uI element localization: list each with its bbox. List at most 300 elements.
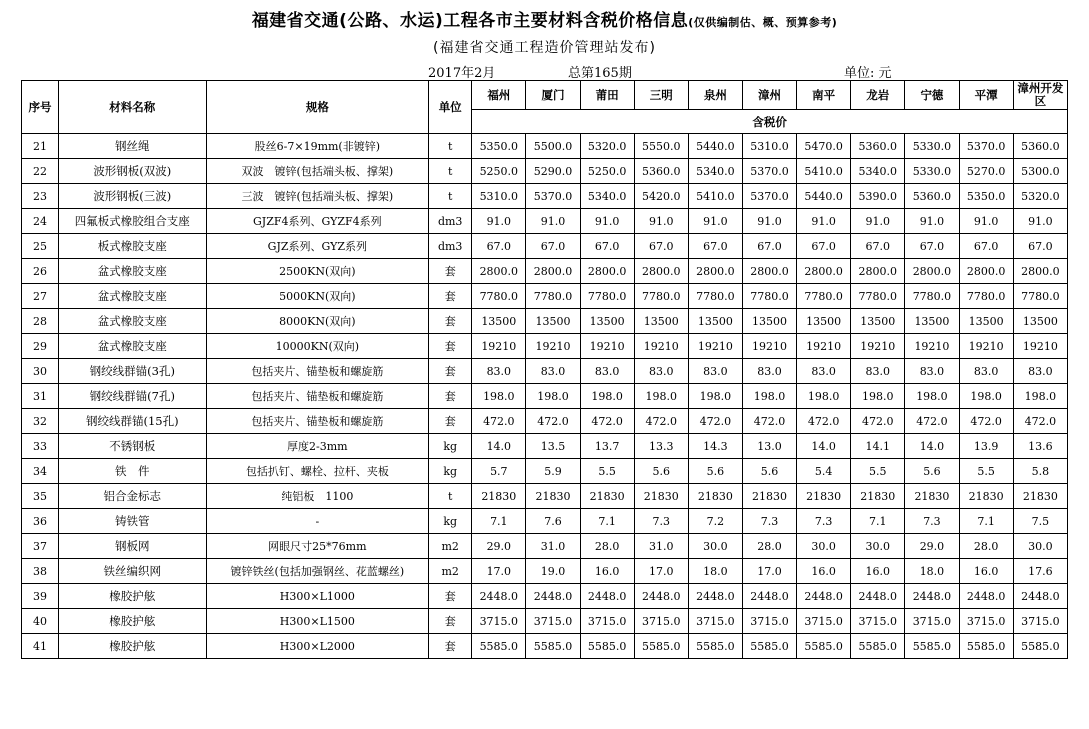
price-cell: 5585.0 xyxy=(634,634,688,659)
price-cell: 2448.0 xyxy=(1013,584,1067,609)
price-cell: 13500 xyxy=(526,309,580,334)
price-cell: 7.1 xyxy=(580,509,634,534)
price-cell: 17.0 xyxy=(742,559,796,584)
price-cell: 5585.0 xyxy=(797,634,851,659)
price-cell: 7780.0 xyxy=(851,284,905,309)
header-name: 材料名称 xyxy=(59,81,206,134)
price-cell: 2448.0 xyxy=(742,584,796,609)
unit-cell: 套 xyxy=(429,334,472,359)
price-cell: 5.9 xyxy=(526,459,580,484)
price-cell: 5.4 xyxy=(797,459,851,484)
price-cell: 5340.0 xyxy=(580,184,634,209)
price-cell: 2448.0 xyxy=(959,584,1013,609)
spec-cell: GJZ系列、GYZ系列 xyxy=(206,234,429,259)
price-cell: 5.6 xyxy=(634,459,688,484)
seq-cell: 33 xyxy=(22,434,59,459)
price-cell: 5360.0 xyxy=(905,184,959,209)
price-cell: 13500 xyxy=(959,309,1013,334)
table-row xyxy=(22,434,1068,459)
price-cell: 83.0 xyxy=(797,359,851,384)
price-cell: 3715.0 xyxy=(905,609,959,634)
price-cell: 21830 xyxy=(688,484,742,509)
price-cell: 2448.0 xyxy=(905,584,959,609)
price-cell: 19210 xyxy=(1013,334,1067,359)
price-cell: 13500 xyxy=(472,309,526,334)
price-cell: 472.0 xyxy=(797,409,851,434)
price-cell: 67.0 xyxy=(580,234,634,259)
unit-cell: 套 xyxy=(429,634,472,659)
price-cell: 2448.0 xyxy=(472,584,526,609)
price-cell: 13500 xyxy=(688,309,742,334)
price-cell: 19210 xyxy=(472,334,526,359)
unit-cell: 套 xyxy=(429,284,472,309)
price-cell: 7780.0 xyxy=(959,284,1013,309)
header-unit: 单位 xyxy=(429,81,472,134)
price-cell: 5440.0 xyxy=(688,134,742,159)
price-cell: 2800.0 xyxy=(905,259,959,284)
table-row xyxy=(22,609,1068,634)
price-cell: 21830 xyxy=(526,484,580,509)
price-cell: 3715.0 xyxy=(959,609,1013,634)
spec-cell: 8000KN(双向) xyxy=(206,309,429,334)
seq-cell: 29 xyxy=(22,334,59,359)
price-cell: 5550.0 xyxy=(634,134,688,159)
price-cell: 5.5 xyxy=(959,459,1013,484)
table-body xyxy=(22,134,1068,659)
price-cell: 5585.0 xyxy=(905,634,959,659)
name-cell: 钢绞线群锚(15孔) xyxy=(59,409,206,434)
name-cell: 钢丝绳 xyxy=(59,134,206,159)
price-cell: 198.0 xyxy=(851,384,905,409)
price-cell: 13500 xyxy=(851,309,905,334)
price-cell: 91.0 xyxy=(688,209,742,234)
unit-cell: m2 xyxy=(429,534,472,559)
unit-cell: t xyxy=(429,484,472,509)
price-cell: 91.0 xyxy=(742,209,796,234)
price-cell: 3715.0 xyxy=(472,609,526,634)
price-cell: 198.0 xyxy=(580,384,634,409)
price-cell: 5.6 xyxy=(742,459,796,484)
price-cell: 7780.0 xyxy=(580,284,634,309)
price-cell: 7.3 xyxy=(742,509,796,534)
price-cell: 472.0 xyxy=(851,409,905,434)
issue-number: 总第165期 xyxy=(568,66,632,81)
table-row xyxy=(22,209,1068,234)
name-cell: 钢绞线群锚(3孔) xyxy=(59,359,206,384)
header-city: 福州 xyxy=(472,81,526,110)
price-cell: 5340.0 xyxy=(688,159,742,184)
spec-cell: 包括夹片、锚垫板和螺旋筋 xyxy=(206,384,429,409)
table-row xyxy=(22,509,1068,534)
seq-cell: 40 xyxy=(22,609,59,634)
name-cell: 铝合金标志 xyxy=(59,484,206,509)
seq-cell: 30 xyxy=(22,359,59,384)
price-cell: 5360.0 xyxy=(1013,134,1067,159)
price-cell: 19210 xyxy=(851,334,905,359)
spec-cell: 股丝6-7×19mm(非镀锌) xyxy=(206,134,429,159)
price-cell: 83.0 xyxy=(905,359,959,384)
table-row xyxy=(22,559,1068,584)
name-cell: 不锈钢板 xyxy=(59,434,206,459)
price-cell: 5340.0 xyxy=(851,159,905,184)
price-cell: 83.0 xyxy=(959,359,1013,384)
price-cell: 29.0 xyxy=(472,534,526,559)
price-cell: 28.0 xyxy=(742,534,796,559)
price-cell: 13.9 xyxy=(959,434,1013,459)
price-cell: 7.1 xyxy=(472,509,526,534)
price-cell: 2800.0 xyxy=(580,259,634,284)
header-city: 漳州 xyxy=(742,81,796,110)
name-cell: 钢板网 xyxy=(59,534,206,559)
price-cell: 198.0 xyxy=(959,384,1013,409)
price-cell: 2448.0 xyxy=(580,584,634,609)
price-cell: 31.0 xyxy=(634,534,688,559)
price-cell: 18.0 xyxy=(905,559,959,584)
price-cell: 5585.0 xyxy=(472,634,526,659)
unit-cell: kg xyxy=(429,434,472,459)
price-cell: 2800.0 xyxy=(634,259,688,284)
header-spec: 规格 xyxy=(206,81,429,134)
table-row xyxy=(22,259,1068,284)
unit-cell: t xyxy=(429,134,472,159)
document-title xyxy=(0,6,1089,31)
seq-cell: 24 xyxy=(22,209,59,234)
price-cell: 5360.0 xyxy=(634,159,688,184)
price-cell: 5370.0 xyxy=(959,134,1013,159)
price-cell: 28.0 xyxy=(959,534,1013,559)
header-seq: 序号 xyxy=(22,81,59,134)
price-cell: 19210 xyxy=(580,334,634,359)
header-city: 平潭 xyxy=(959,81,1013,110)
price-cell: 2800.0 xyxy=(851,259,905,284)
price-cell: 13500 xyxy=(634,309,688,334)
seq-cell: 25 xyxy=(22,234,59,259)
price-cell: 13500 xyxy=(905,309,959,334)
price-cell: 2448.0 xyxy=(797,584,851,609)
header-price-group: 含税价 xyxy=(472,110,1068,134)
spec-cell: 厚度2-3mm xyxy=(206,434,429,459)
price-cell: 5410.0 xyxy=(797,159,851,184)
price-cell: 5585.0 xyxy=(526,634,580,659)
price-cell: 19.0 xyxy=(526,559,580,584)
price-cell: 198.0 xyxy=(526,384,580,409)
price-cell: 91.0 xyxy=(905,209,959,234)
price-cell: 5500.0 xyxy=(526,134,580,159)
name-cell: 盆式橡胶支座 xyxy=(59,259,206,284)
spec-cell: 5000KN(双向) xyxy=(206,284,429,309)
price-cell: 13500 xyxy=(580,309,634,334)
price-cell: 5390.0 xyxy=(851,184,905,209)
price-cell: 5310.0 xyxy=(742,134,796,159)
header-city: 南平 xyxy=(797,81,851,110)
spec-cell: H300×L1500 xyxy=(206,609,429,634)
price-cell: 7.1 xyxy=(959,509,1013,534)
price-cell: 2800.0 xyxy=(797,259,851,284)
price-cell: 5585.0 xyxy=(959,634,1013,659)
price-cell: 67.0 xyxy=(526,234,580,259)
price-cell: 91.0 xyxy=(851,209,905,234)
price-cell: 17.0 xyxy=(634,559,688,584)
name-cell: 波形钢板(双波) xyxy=(59,159,206,184)
table-row xyxy=(22,534,1068,559)
price-cell: 5420.0 xyxy=(634,184,688,209)
table-row xyxy=(22,409,1068,434)
header-city: 泉州 xyxy=(688,81,742,110)
spec-cell: 镀锌铁丝(包括加强钢丝、花蓝螺丝) xyxy=(206,559,429,584)
price-cell: 14.3 xyxy=(688,434,742,459)
price-cell: 83.0 xyxy=(634,359,688,384)
price-cell: 16.0 xyxy=(959,559,1013,584)
unit-cell: 套 xyxy=(429,309,472,334)
spec-cell: H300×L1000 xyxy=(206,584,429,609)
price-cell: 19210 xyxy=(959,334,1013,359)
price-cell: 21830 xyxy=(851,484,905,509)
title-main: 福建省交通(公路、水运)工程各市主要材料含税价格信息 xyxy=(251,11,689,31)
price-cell: 3715.0 xyxy=(580,609,634,634)
price-cell: 2800.0 xyxy=(1013,259,1067,284)
price-cell: 5350.0 xyxy=(959,184,1013,209)
price-cell: 5585.0 xyxy=(1013,634,1067,659)
price-cell: 472.0 xyxy=(1013,409,1067,434)
price-cell: 5320.0 xyxy=(1013,184,1067,209)
price-cell: 198.0 xyxy=(905,384,959,409)
price-cell: 5330.0 xyxy=(905,159,959,184)
price-cell: 5250.0 xyxy=(580,159,634,184)
price-cell: 2800.0 xyxy=(742,259,796,284)
unit-cell: t xyxy=(429,159,472,184)
seq-cell: 39 xyxy=(22,584,59,609)
header-city: 龙岩 xyxy=(851,81,905,110)
price-cell: 14.0 xyxy=(797,434,851,459)
price-cell: 13.0 xyxy=(742,434,796,459)
table-row xyxy=(22,584,1068,609)
seq-cell: 28 xyxy=(22,309,59,334)
price-cell: 5370.0 xyxy=(526,184,580,209)
price-cell: 5.5 xyxy=(851,459,905,484)
price-cell: 91.0 xyxy=(634,209,688,234)
price-cell: 5585.0 xyxy=(688,634,742,659)
spec-cell: H300×L2000 xyxy=(206,634,429,659)
name-cell: 铁丝编织网 xyxy=(59,559,206,584)
name-cell: 四氟板式橡胶组合支座 xyxy=(59,209,206,234)
seq-cell: 27 xyxy=(22,284,59,309)
spec-cell: GJZF4系列、GYZF4系列 xyxy=(206,209,429,234)
table-row xyxy=(22,384,1068,409)
price-cell: 21830 xyxy=(742,484,796,509)
price-cell: 5320.0 xyxy=(580,134,634,159)
price-cell: 13.7 xyxy=(580,434,634,459)
price-cell: 91.0 xyxy=(797,209,851,234)
price-cell: 14.0 xyxy=(472,434,526,459)
price-cell: 21830 xyxy=(1013,484,1067,509)
price-cell: 19210 xyxy=(797,334,851,359)
price-cell: 3715.0 xyxy=(1013,609,1067,634)
price-cell: 472.0 xyxy=(905,409,959,434)
price-cell: 17.0 xyxy=(472,559,526,584)
table-row xyxy=(22,234,1068,259)
price-cell: 7.3 xyxy=(634,509,688,534)
price-cell: 91.0 xyxy=(959,209,1013,234)
price-cell: 29.0 xyxy=(905,534,959,559)
spec-cell: 包括扒钉、螺栓、拉杆、夹板 xyxy=(206,459,429,484)
price-cell: 19210 xyxy=(688,334,742,359)
name-cell: 盆式橡胶支座 xyxy=(59,284,206,309)
title-note: (仅供编制估、概、预算参考) xyxy=(688,16,838,29)
price-cell: 3715.0 xyxy=(742,609,796,634)
price-cell: 7.1 xyxy=(851,509,905,534)
unit-cell: kg xyxy=(429,509,472,534)
price-cell: 7780.0 xyxy=(905,284,959,309)
table-header xyxy=(22,81,1068,134)
price-cell: 472.0 xyxy=(742,409,796,434)
price-cell: 472.0 xyxy=(472,409,526,434)
price-cell: 472.0 xyxy=(634,409,688,434)
spec-cell: 网眼尺寸25*76mm xyxy=(206,534,429,559)
price-table xyxy=(21,80,1068,659)
price-cell: 198.0 xyxy=(1013,384,1067,409)
price-cell: 19210 xyxy=(905,334,959,359)
price-cell: 16.0 xyxy=(851,559,905,584)
price-cell: 5270.0 xyxy=(959,159,1013,184)
price-cell: 30.0 xyxy=(688,534,742,559)
name-cell: 盆式橡胶支座 xyxy=(59,334,206,359)
price-cell: 21830 xyxy=(797,484,851,509)
price-cell: 5.6 xyxy=(688,459,742,484)
price-cell: 21830 xyxy=(634,484,688,509)
price-cell: 67.0 xyxy=(472,234,526,259)
price-cell: 21830 xyxy=(580,484,634,509)
header-city: 厦门 xyxy=(526,81,580,110)
price-cell: 83.0 xyxy=(526,359,580,384)
price-cell: 13.5 xyxy=(526,434,580,459)
name-cell: 钢绞线群锚(7孔) xyxy=(59,384,206,409)
seq-cell: 32 xyxy=(22,409,59,434)
price-cell: 83.0 xyxy=(580,359,634,384)
seq-cell: 26 xyxy=(22,259,59,284)
price-cell: 7.3 xyxy=(905,509,959,534)
price-cell: 2448.0 xyxy=(526,584,580,609)
price-cell: 91.0 xyxy=(1013,209,1067,234)
spec-cell: 10000KN(双向) xyxy=(206,334,429,359)
price-cell: 67.0 xyxy=(797,234,851,259)
price-cell: 2448.0 xyxy=(634,584,688,609)
price-cell: 67.0 xyxy=(688,234,742,259)
issue-date: 2017年2月 xyxy=(428,66,496,81)
price-cell: 5.7 xyxy=(472,459,526,484)
price-cell: 19210 xyxy=(742,334,796,359)
price-cell: 83.0 xyxy=(1013,359,1067,384)
price-cell: 7780.0 xyxy=(1013,284,1067,309)
price-cell: 5470.0 xyxy=(797,134,851,159)
price-cell: 7780.0 xyxy=(742,284,796,309)
price-cell: 67.0 xyxy=(742,234,796,259)
price-cell: 198.0 xyxy=(742,384,796,409)
seq-cell: 21 xyxy=(22,134,59,159)
price-cell: 91.0 xyxy=(526,209,580,234)
price-cell: 5.8 xyxy=(1013,459,1067,484)
price-cell: 5585.0 xyxy=(851,634,905,659)
price-cell: 5310.0 xyxy=(472,184,526,209)
price-cell: 7780.0 xyxy=(634,284,688,309)
price-cell: 7.2 xyxy=(688,509,742,534)
price-cell: 2448.0 xyxy=(851,584,905,609)
name-cell: 波形钢板(三波) xyxy=(59,184,206,209)
price-cell: 2800.0 xyxy=(472,259,526,284)
price-cell: 198.0 xyxy=(688,384,742,409)
price-cell: 472.0 xyxy=(580,409,634,434)
price-cell: 30.0 xyxy=(1013,534,1067,559)
price-cell: 7780.0 xyxy=(797,284,851,309)
seq-cell: 36 xyxy=(22,509,59,534)
price-cell: 7780.0 xyxy=(688,284,742,309)
spec-cell: 2500KN(双向) xyxy=(206,259,429,284)
price-cell: 19210 xyxy=(526,334,580,359)
price-cell: 18.0 xyxy=(688,559,742,584)
price-cell: 30.0 xyxy=(851,534,905,559)
price-cell: 5360.0 xyxy=(851,134,905,159)
spec-cell: - xyxy=(206,509,429,534)
price-cell: 7.5 xyxy=(1013,509,1067,534)
unit-cell: m2 xyxy=(429,559,472,584)
header-city: 宁德 xyxy=(905,81,959,110)
price-cell: 3715.0 xyxy=(688,609,742,634)
price-cell: 3715.0 xyxy=(851,609,905,634)
price-cell: 14.0 xyxy=(905,434,959,459)
price-cell: 2800.0 xyxy=(959,259,1013,284)
unit-cell: 套 xyxy=(429,259,472,284)
price-cell: 21830 xyxy=(905,484,959,509)
price-cell: 198.0 xyxy=(797,384,851,409)
unit-cell: 套 xyxy=(429,384,472,409)
price-cell: 5370.0 xyxy=(742,159,796,184)
price-cell: 3715.0 xyxy=(526,609,580,634)
price-cell: 21830 xyxy=(472,484,526,509)
name-cell: 橡胶护舷 xyxy=(59,634,206,659)
seq-cell: 34 xyxy=(22,459,59,484)
price-cell: 13.3 xyxy=(634,434,688,459)
price-cell: 2800.0 xyxy=(526,259,580,284)
price-cell: 5300.0 xyxy=(1013,159,1067,184)
price-cell: 2800.0 xyxy=(688,259,742,284)
unit-cell: dm3 xyxy=(429,209,472,234)
price-cell: 5290.0 xyxy=(526,159,580,184)
price-cell: 2448.0 xyxy=(688,584,742,609)
table-row xyxy=(22,134,1068,159)
price-cell: 5.5 xyxy=(580,459,634,484)
seq-cell: 41 xyxy=(22,634,59,659)
header-city: 莆田 xyxy=(580,81,634,110)
price-cell: 5330.0 xyxy=(905,134,959,159)
price-cell: 13500 xyxy=(1013,309,1067,334)
price-cell: 5585.0 xyxy=(742,634,796,659)
unit-label: 单位: 元 xyxy=(844,66,892,81)
price-cell: 83.0 xyxy=(472,359,526,384)
table-row xyxy=(22,159,1068,184)
price-cell: 472.0 xyxy=(959,409,1013,434)
table-row xyxy=(22,359,1068,384)
price-cell: 91.0 xyxy=(472,209,526,234)
price-cell: 31.0 xyxy=(526,534,580,559)
table-row xyxy=(22,634,1068,659)
price-cell: 67.0 xyxy=(851,234,905,259)
price-cell: 7780.0 xyxy=(472,284,526,309)
seq-cell: 22 xyxy=(22,159,59,184)
table-row xyxy=(22,484,1068,509)
price-cell: 67.0 xyxy=(1013,234,1067,259)
price-cell: 5410.0 xyxy=(688,184,742,209)
price-cell: 91.0 xyxy=(580,209,634,234)
header-city: 漳州开发区 xyxy=(1013,81,1067,110)
